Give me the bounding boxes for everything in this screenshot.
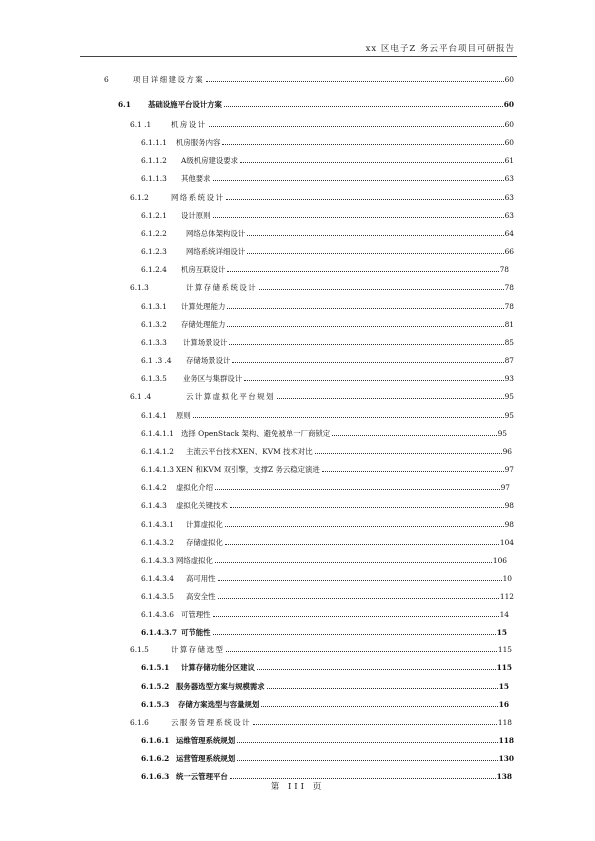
toc-entry-title: 业务区与集群设计 — [183, 374, 243, 383]
toc-entry-number: 6.1.5.2 — [141, 682, 170, 691]
toc-entry-page: 97 — [500, 483, 510, 492]
toc-entry[interactable] — [141, 535, 514, 547]
toc-leader-dots — [213, 180, 504, 181]
toc-entry[interactable] — [141, 426, 507, 438]
toc-entry-number: 6.1.3.5 — [141, 374, 167, 383]
toc-leader-dots — [267, 688, 498, 689]
toc-entry-number: 6.1 .1 — [130, 120, 152, 129]
toc-entry[interactable] — [141, 498, 514, 510]
toc-entry-number: 6.1 .3 .4 — [141, 356, 172, 365]
toc-entry-page: 16 — [498, 700, 509, 709]
toc-leader-dots — [237, 760, 497, 761]
toc-leader-dots — [315, 453, 502, 454]
toc-leader-dots — [226, 199, 503, 200]
toc-entry[interactable] — [104, 72, 514, 84]
toc-entry[interactable] — [141, 171, 514, 183]
toc-entry[interactable] — [141, 517, 514, 529]
toc-entry-title: 存储方案选型与容量规划 — [178, 700, 260, 709]
toc-entry[interactable] — [141, 733, 514, 745]
toc-entry-number: 6.1.1.2 — [141, 156, 167, 165]
toc-entry-title: 机房服务内容 — [176, 138, 221, 147]
toc-entry-number: 6.1.3 — [130, 283, 149, 292]
toc-leader-dots — [253, 724, 497, 725]
toc-entry[interactable] — [141, 462, 514, 474]
toc-entry-title: 服务器选型方案与规模需求 — [176, 682, 265, 691]
toc-leader-dots — [237, 742, 497, 743]
toc-entry[interactable] — [141, 262, 509, 274]
toc-entry[interactable] — [130, 642, 512, 654]
toc-entry-title: A级机房建设要求 — [181, 156, 239, 165]
toc-leader-dots — [226, 651, 497, 652]
toc-entry-title: 网络总体架构设计 — [186, 229, 246, 238]
toc-entry-number: 6.1.3.2 — [141, 320, 167, 329]
toc-entry-page: 104 — [499, 538, 514, 547]
toc-entry[interactable] — [141, 135, 514, 147]
toc-leader-dots — [193, 417, 504, 418]
toc-leader-dots — [244, 380, 503, 381]
toc-leader-dots — [213, 616, 499, 617]
toc-entry-page: 118 — [497, 718, 512, 727]
toc-entry-page: 66 — [504, 247, 514, 256]
toc-entry[interactable] — [141, 480, 510, 492]
toc-entry-number: 6.1.4.1.1 — [141, 429, 174, 438]
toc-leader-dots — [224, 106, 503, 107]
toc-entry-number: 6.1.1.1 — [141, 138, 167, 147]
toc-leader-dots — [225, 526, 504, 527]
toc-entry-page: 63 — [504, 174, 514, 183]
toc-leader-dots — [227, 271, 498, 272]
toc-entry-number: 6.1.4.3.5 — [141, 592, 174, 601]
toc-entry-title: 可管理性 — [181, 610, 211, 619]
toc-leader-dots — [225, 544, 499, 545]
toc-entry-number: 6.1.2.1 — [141, 211, 167, 220]
toc-entry-number: 6.1.4.2 — [141, 483, 167, 492]
toc-entry[interactable] — [141, 317, 514, 329]
toc-entry-title: 统一云管理平台 — [176, 772, 228, 781]
toc-entry-number: 6 — [104, 75, 109, 84]
toc-entry-page: 14 — [499, 610, 509, 619]
toc-entry-title: 存储虚拟化 — [186, 538, 223, 547]
toc-entry-title: 原则 — [176, 411, 191, 420]
toc-leader-dots — [215, 562, 492, 563]
toc-entry[interactable] — [141, 660, 512, 672]
toc-entry-page: 15 — [496, 628, 507, 637]
toc-leader-dots — [209, 126, 504, 127]
toc-entry-number: 6.1.2 — [130, 193, 149, 202]
toc-entry-number: 6.1.3.3 — [141, 338, 167, 347]
toc-entry-page: 112 — [499, 592, 514, 601]
toc-entry-number: 6.1.4.3.6 — [141, 610, 174, 619]
toc-entry-number: 6.1 — [118, 100, 131, 109]
toc-entry[interactable] — [141, 353, 514, 365]
toc-entry-title: 云计算虚拟化平台规划 — [186, 392, 275, 401]
toc-entry-title: 计算虚拟化 — [186, 520, 223, 529]
toc-entry-page: 63 — [504, 193, 514, 202]
toc-entry-number: 6.1.5 — [130, 645, 149, 654]
toc-entry[interactable] — [141, 571, 512, 583]
toc-entry-title: 高可用性 — [186, 574, 216, 583]
toc-entry-page: 96 — [502, 447, 512, 456]
toc-entry[interactable] — [141, 444, 512, 456]
toc-entry-number: 6.1 .4 — [130, 392, 152, 401]
toc-entry[interactable] — [141, 153, 514, 165]
toc-entry[interactable] — [130, 389, 514, 401]
toc-entry[interactable] — [141, 335, 514, 347]
toc-entry-title: 主流云平台技术XEN、KVM 技术对比 — [186, 447, 313, 456]
toc-entry-page: 85 — [504, 338, 514, 347]
toc-entry-title: 虚拟化关键技术 — [176, 501, 228, 510]
toc-entry[interactable] — [118, 97, 514, 109]
toc-entry-title: 虚拟化介绍 — [176, 483, 213, 492]
toc-entry-number: 6.1.4.3.2 — [141, 538, 174, 547]
header-rule — [80, 56, 517, 57]
toc-entry-title: 网络系统详细设计 — [186, 247, 246, 256]
toc-leader-dots — [222, 144, 503, 145]
toc-entry[interactable] — [141, 208, 514, 220]
toc-entry-page: 78 — [499, 265, 509, 274]
toc-leader-dots — [257, 669, 496, 670]
toc-entry-title: 机房互联设计 — [181, 265, 226, 274]
toc-entry-page: 115 — [496, 663, 512, 672]
toc-leader-dots — [227, 326, 503, 327]
toc-entry-page: 95 — [504, 411, 514, 420]
toc-entry-page: 87 — [504, 356, 514, 365]
toc-entry-page: 60 — [504, 138, 514, 147]
toc-entry-number: 6.1.5.3 — [141, 700, 170, 709]
toc-entry[interactable] — [141, 371, 514, 383]
toc-leader-dots — [218, 598, 499, 599]
toc-leader-dots — [261, 706, 497, 707]
toc-entry-page: 60 — [504, 75, 514, 84]
toc-entry-number: 6.1.1.3 — [141, 174, 167, 183]
toc-entry-number: 6.1.4.1.2 — [141, 447, 174, 456]
toc-entry-number: 6.1.6 — [130, 718, 149, 727]
toc-entry-title: 项目详细建设方案 — [133, 75, 205, 84]
toc-entry-title: XEN 和KVM 双引擎，支撑Z 务云稳定演进 — [176, 465, 320, 474]
toc-entry-title: 高安全性 — [186, 592, 216, 601]
toc-entry[interactable] — [130, 280, 514, 292]
toc-leader-dots — [215, 489, 500, 490]
toc-entry-page: 63 — [504, 211, 514, 220]
toc-entry-title: 网络虚拟化 — [176, 556, 213, 565]
toc-leader-dots — [322, 471, 504, 472]
toc-entry-page: 106 — [492, 556, 507, 565]
toc-leader-dots — [230, 507, 504, 508]
toc-entry-number: 6.1.2.2 — [141, 229, 167, 238]
toc-entry[interactable] — [141, 625, 507, 637]
toc-entry-title: 计算场景设计 — [183, 338, 228, 347]
toc-entry-number: 6.1.6.2 — [141, 754, 170, 763]
toc-entry[interactable] — [130, 190, 514, 202]
toc-entry-page: 138 — [496, 772, 512, 781]
toc-entry-page: 64 — [504, 229, 514, 238]
toc-entry-number: 6.1.4.3.3 — [141, 556, 174, 565]
toc-entry-number: 6.1.4.3.1 — [141, 520, 174, 529]
toc-entry-page: 118 — [498, 736, 514, 745]
toc-entry-title: 可节能性 — [181, 628, 211, 637]
toc-leader-dots — [213, 217, 504, 218]
toc-entry-page: 61 — [504, 156, 514, 165]
toc-entry-page: 60 — [503, 100, 514, 109]
toc-entry-number: 6.1.2.4 — [141, 265, 167, 274]
toc-entry-title: 存储场景设计 — [186, 356, 231, 365]
toc-entry-page: 115 — [497, 645, 512, 654]
toc-entry[interactable] — [141, 299, 514, 311]
toc-entry-page: 15 — [498, 682, 509, 691]
toc-entry-title: 基础设施平台设计方案 — [148, 100, 222, 109]
toc-entry[interactable] — [141, 226, 514, 238]
toc-leader-dots — [227, 308, 503, 309]
toc-entry-page: 93 — [504, 374, 514, 383]
toc-entry-title: 计算存储功能分区建议 — [181, 663, 255, 672]
toc-entry[interactable] — [141, 697, 509, 709]
toc-entry-title: 机房设计 — [171, 120, 207, 129]
toc-entry-title: 网络系统设计 — [171, 193, 225, 202]
page-footer: 第 III 页 — [270, 782, 325, 792]
toc-entry-number: 6.1.3.1 — [141, 302, 167, 311]
toc-entry-number: 6.1.4.1 — [141, 411, 167, 420]
toc-entry-title: 存储处理能力 — [181, 320, 226, 329]
toc-entry-title: 云服务管理系统设计 — [171, 718, 252, 727]
toc-entry-number: 6.1.6.1 — [141, 736, 170, 745]
toc-entry-number: 6.1.4.3.4 — [141, 574, 174, 583]
toc-entry-number: 6.1.4.3.7 — [141, 628, 178, 637]
toc-entry-title: 计算存储选型 — [171, 645, 225, 654]
toc-leader-dots — [277, 398, 504, 399]
toc-leader-dots — [213, 634, 496, 635]
toc-leader-dots — [218, 580, 502, 581]
toc-entry[interactable] — [141, 607, 509, 619]
toc-leader-dots — [229, 344, 503, 345]
toc-entry-number: 6.1.2.3 — [141, 247, 167, 256]
toc-entry-page: 60 — [504, 120, 514, 129]
toc-entry-number: 6.1.6.3 — [141, 772, 170, 781]
toc-entry-number: 6.1.4.3 — [141, 501, 167, 510]
toc-entry-page: 97 — [504, 465, 514, 474]
toc-leader-dots — [247, 253, 503, 254]
toc-leader-dots — [240, 162, 504, 163]
toc-leader-dots — [206, 81, 503, 82]
toc-entry-page: 130 — [498, 754, 514, 763]
toc-entry-page: 98 — [504, 501, 514, 510]
toc-entry-page: 78 — [504, 302, 514, 311]
toc-entry[interactable] — [141, 553, 507, 565]
toc-entry-page: 98 — [504, 520, 514, 529]
toc-entry-title: 选择 OpenStack 架构、避免被单一厂商锁定 — [181, 429, 331, 438]
toc-leader-dots — [232, 362, 503, 363]
toc-leader-dots — [259, 289, 503, 290]
toc-entry-page: 95 — [497, 429, 507, 438]
toc-entry-page: 78 — [504, 283, 514, 292]
toc-leader-dots — [247, 235, 503, 236]
toc-entry-title: 计算存储系统设计 — [186, 283, 258, 292]
toc-entry-page: 10 — [502, 574, 512, 583]
toc-entry[interactable] — [141, 589, 514, 601]
toc-entry-number: 6.1.5.1 — [141, 663, 170, 672]
toc-entry[interactable] — [141, 408, 514, 420]
toc-entry-title: 其他要求 — [181, 174, 211, 183]
toc-leader-dots — [332, 435, 496, 436]
page-header: xx 区电子Z 务云平台项目可研报告 — [365, 44, 515, 54]
toc-entry-title: 计算处理能力 — [181, 302, 226, 311]
toc-entry[interactable] — [141, 751, 514, 763]
toc-entry[interactable] — [141, 679, 509, 691]
toc-entry-page: 95 — [504, 392, 514, 401]
toc-entry-title: 运营管理系统规划 — [176, 754, 236, 763]
toc-entry[interactable] — [130, 715, 512, 727]
toc-entry-number: 6.1.4.1.3 — [141, 465, 174, 474]
toc-entry-title: 设计原则 — [181, 211, 211, 220]
toc-entry-page: 81 — [504, 320, 514, 329]
toc-leader-dots — [230, 778, 496, 779]
toc-entry[interactable] — [141, 244, 514, 256]
toc-entry[interactable] — [130, 117, 514, 129]
toc-entry-title: 运维管理系统规划 — [176, 736, 236, 745]
